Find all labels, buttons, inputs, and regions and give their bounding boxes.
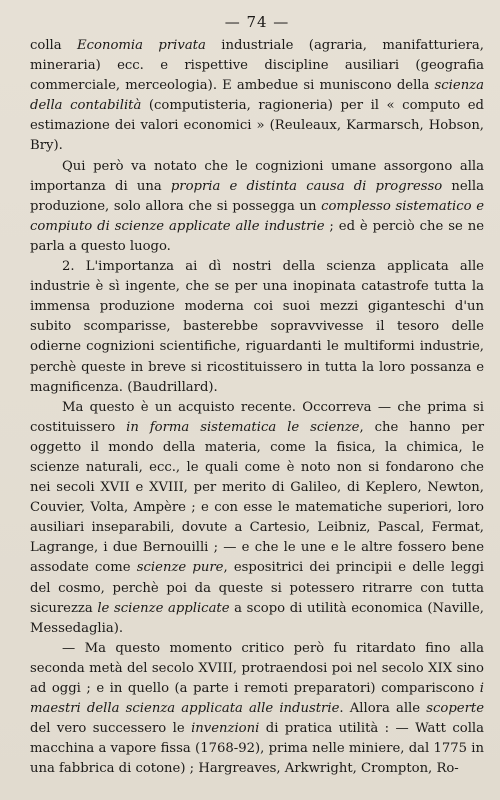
paragraph [30,257,484,398]
text-run: , espositrici dei principii e delle leggi del cosmo, perchè poi da queste si potessero ritrarre con tutta sicurezza [30,560,484,616]
text-run: Ma questo è un acquisto recente. Occorreva — che prima si costituissero [30,399,484,435]
italic-text-run: le scienze applicate [97,600,230,616]
text-run: — Ma questo momento critico però fu ritardato fino alla seconda metà del secolo XVIII, protraendosi poi nel secolo XIX sino ad oggi ; e in quello (a parte i remoti preparatori) compariscono [30,640,484,696]
text-run: colla [30,38,78,53]
text-run: (computisteria, ragioneria) per il « computo ed estimazione dei valori economici » (Reuleaux, Karmarsch, Hobson, Bry). [30,98,484,154]
text-run: del vero successero le [30,721,192,737]
paragraph [30,398,484,639]
text-run: a scopo di utilità economica (Naville, Messedaglia). [30,600,484,636]
italic-text-run: propria e distinta causa di progresso [170,178,443,194]
text-run: nella produzione, solo allora che si possegga un [30,178,484,214]
italic-text-run: complesso sistematico e compiuto di scienze applicate alle industrie [30,198,484,234]
paragraph [30,157,484,257]
italic-text-run: i maestri della scienza applicata alle industrie [30,681,484,717]
italic-text-run: scienza della contabilità [30,78,484,114]
text-run: Qui però va notato che le cognizioni umane assorgono alla importanza di una [30,158,484,194]
page-number: — 74 — [224,13,290,31]
italic-text-run: scienze pure [136,560,224,576]
paragraph [30,639,484,780]
text-run: industriale (agraria, manifatturiera, mineraria) ecc. e rispettive discipline ausiliari (geografia commerciale, merceologia). E ambedue si muniscono della [30,38,484,94]
paragraph [30,36,484,157]
text-run: 2. L'importanza ai dì nostri della scienza applicata alle industrie è sì ingente, che se per una inopinata catastrofe tutta la immensa produzione moderna coi suoi mezzi giganteschi d'un subito scomparisse, basterebbe sopravvivesse il tesoro delle odierne cognizioni scientifiche, riguardanti le multiformi industrie, perchè queste in breve si ricostituissero in tutta la loro possanza e magnificenza. (Baudrillard). [30,259,484,395]
text-run: , che hanno per oggetto il mondo della materia, come la fisica, la chimica, le scienze naturali, ecc., le quali come è noto non si fondarono che nei secoli XVII e XVIII, per merito di Galileo, di Keplero, Newton, Couvier, Volta, Ampère ; e con esse le matematiche superiori, loro ausiliari inseparabili, dovute a Cartesio, Leibniz, Pascal, Fermat, Lagrange, i due Bernouilli ; — e che le une e le altre fossero bene assodate come [30,419,484,576]
italic-text-run: in forma sistematica le scienze [126,419,360,435]
italic-text-run: scoperte [426,701,484,717]
text-run: di pratica utilità : — Watt colla macchina a vapore fissa (1768-92), prima nelle miniere, dal 1775 in una fabbrica di cotone) ; Hargreaves, Arkwright, Crompton, Ro- [30,721,485,777]
text-run: . Allora alle [339,701,427,717]
italic-text-run: invenzioni [191,721,260,737]
italic-text-run: Economia privata [77,38,206,53]
page-text-body [30,36,484,779]
text-run: ; ed è perciò che se ne parla a questo luogo. [30,218,485,254]
